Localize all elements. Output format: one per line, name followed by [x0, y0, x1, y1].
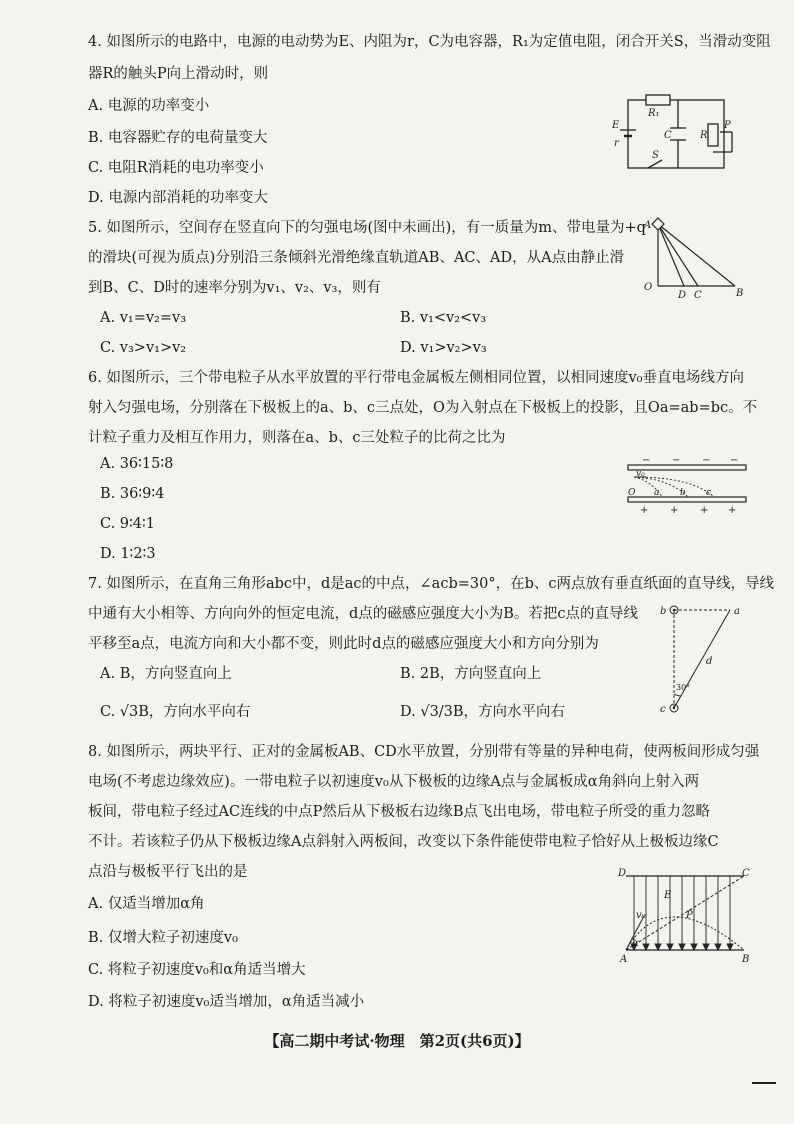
q5-incline-figure [640, 214, 750, 304]
q5-stem-line2: 的滑块(可视为质点)分别沿三条倾斜光滑绝缘直轨道AB、AC、AD，从A点由静止滑 [88, 250, 625, 266]
q5-option-a: A. v₁=v₂=v₃ [100, 310, 187, 326]
q7-label-d: d [706, 656, 713, 667]
q5-option-b: B. v₁<v₂<v₃ [400, 310, 487, 326]
q5-label-o: O [644, 282, 653, 293]
q8-stem-line2: 电场(不考虑边缘效应)。一带电粒子以初速度v₀从下极板的边缘A点与金属板成α角斜向上射入两 [88, 774, 700, 790]
q4-label-r1: R₁ [648, 108, 660, 119]
q4-option-d: D. 电源内部消耗的功率变大 [88, 190, 268, 206]
q5-label-d: D [678, 290, 687, 301]
q7-stem-line1: 7. 如图所示，在直角三角形abc中，d是ac的中点，∠acb=30°，在b、c两点放有垂直纸面的直导线，导线 [88, 576, 774, 592]
q6-minus-1: − [642, 455, 651, 466]
q8-stem-line4: 不计。若该粒子仍从下极板边缘A点斜射入两板间，改变以下条件能使带电粒子恰好从上极板边缘C [88, 834, 719, 850]
q4-label-r: r [614, 138, 619, 149]
q6-label-o: O [628, 488, 636, 498]
q8-label-e: E [664, 890, 672, 901]
q8-option-d: D. 将粒子初速度v₀适当增加，α角适当减小 [88, 994, 365, 1010]
q8-plates-figure [614, 864, 754, 964]
q5-label-c: C [694, 290, 702, 301]
q7-stem-line3: 平移至a点，电流方向和大小都不变，则此时d点的磁感应强度大小和方向分别为 [88, 636, 599, 652]
q6-minus-3: − [702, 455, 711, 466]
q6-minus-2: − [672, 455, 681, 466]
q7-label-b: b [660, 606, 667, 617]
q8-stem-line5: 点沿与极板平行飞出的是 [88, 864, 248, 880]
q6-plates-figure [622, 455, 752, 517]
q6-label-c: c [706, 488, 712, 498]
q5-label-b: B [736, 288, 744, 299]
q7-option-b: B. 2B，方向竖直向上 [400, 666, 542, 682]
corner-mark [752, 1082, 776, 1084]
q8-option-b: B. 仅增大粒子初速度v₀ [88, 930, 238, 946]
q4-label-p: P [724, 120, 731, 131]
q7-option-c: C. √3B，方向水平向右 [100, 704, 251, 720]
q6-option-c: C. 9∶4∶1 [100, 516, 156, 532]
q4-option-c: C. 电阻R消耗的电功率变小 [88, 160, 264, 176]
q4-option-b: B. 电容器贮存的电荷量变大 [88, 130, 268, 146]
q6-stem-line1: 6. 如图所示，三个带电粒子从水平放置的平行带电金属板左侧相同位置，以相同速度v₀垂直电场线方向 [88, 370, 744, 386]
q6-option-a: A. 36∶15∶8 [100, 456, 174, 472]
q7-label-c: c [660, 704, 666, 715]
q5-option-d: D. v₁>v₂>v₃ [400, 340, 487, 356]
q7-label-a: a [734, 606, 740, 617]
q8-label-c: C [742, 868, 750, 879]
q8-label-v0: v₀ [636, 910, 646, 921]
q7-stem-line2: 中通有大小相等、方向向外的恒定电流，d点的磁感应强度大小为B。若把c点的直导线 [88, 606, 639, 622]
q5-stem-line1: 5. 如图所示，空间存在竖直向下的匀强电场(图中未画出)，有一质量为m、带电量为+q [88, 220, 646, 236]
q8-label-b: B [742, 954, 750, 964]
q6-option-d: D. 1∶2∶3 [100, 546, 156, 562]
q4-option-a: A. 电源的功率变小 [88, 98, 210, 114]
q6-plus-3: + [700, 505, 709, 516]
q4-stem-line1: 4. 如图所示的电路中，电源的电动势为E、内阻为r，C为电容器，R₁为定值电阻，闭合开关S，当滑动变阻 [88, 34, 771, 50]
q6-plus-1: + [640, 505, 649, 516]
q4-label-rv: R [700, 130, 708, 141]
q6-stem-line2: 射入匀强电场，分别落在下极板上的a、b、c三点处，O为入射点在下极板上的投影，且Oa=ab=bc。不 [88, 400, 758, 416]
q5-label-a: A [644, 220, 652, 231]
q8-option-a: A. 仅适当增加α角 [88, 896, 205, 912]
q8-label-p: P [686, 910, 693, 921]
q8-stem-line1: 8. 如图所示，两块平行、正对的金属板AB、CD水平放置，分别带有等量的异种电荷，使两板间形成匀强 [88, 744, 760, 760]
q4-label-e: E [612, 120, 620, 131]
q7-triangle-figure [660, 598, 750, 720]
q7-angle-label: 30° [676, 683, 691, 692]
q4-stem-line2: 器R的触头P向上滑动时，则 [88, 66, 269, 82]
q8-stem-line3: 板间，带电粒子经过AC连线的中点P然后从下极板右边缘B点飞出电场，带电粒子所受的重力忽略 [88, 804, 710, 820]
q5-stem-line3: 到B、C、D时的速率分别为v₁、v₂、v₃，则有 [88, 280, 381, 296]
q4-label-c: C [664, 130, 672, 141]
page-footer: 【高二期中考试·物理 第2页(共6页)】 [264, 1032, 530, 1050]
q7-option-d: D. √3/3B，方向水平向右 [400, 704, 566, 720]
q6-plus-2: + [670, 505, 679, 516]
q6-minus-4: − [730, 455, 739, 466]
q6-plus-4: + [728, 505, 737, 516]
q8-label-a: A [620, 954, 628, 964]
q6-label-b: b [680, 488, 686, 498]
q5-option-c: C. v₃>v₁>v₂ [100, 340, 187, 356]
q7-option-a: A. B，方向竖直向上 [100, 666, 232, 682]
q8-label-d: D [618, 868, 627, 879]
q6-label-a: a [654, 488, 660, 498]
q8-option-c: C. 将粒子初速度v₀和α角适当增大 [88, 962, 306, 978]
q6-option-b: B. 36∶9∶4 [100, 486, 165, 502]
q8-label-alpha: α [632, 938, 639, 949]
q4-label-s: S [652, 150, 659, 161]
q4-circuit-figure [608, 92, 748, 182]
q6-label-v0: v₀ [636, 469, 645, 479]
q6-stem-line3: 计粒子重力及相互作用力，则落在a、b、c三处粒子的比荷之比为 [88, 430, 506, 446]
